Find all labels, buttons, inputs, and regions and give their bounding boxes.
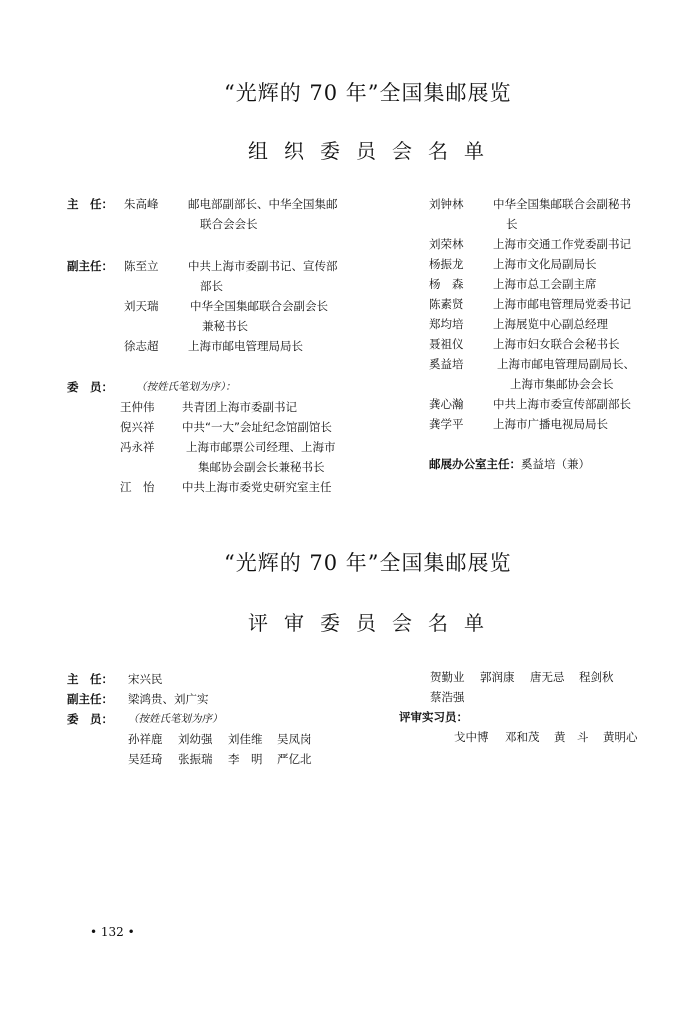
member-name: 刘荣林	[429, 237, 464, 251]
director-title: 邮电部副部长、中华全国集邮	[188, 197, 338, 211]
jury-member: 贺勤业	[430, 670, 465, 684]
section1-subtitle: 组织委员会名单	[248, 139, 500, 163]
director-label: 主 任：	[67, 197, 113, 211]
member-title: 上海市广播电视局局长	[493, 417, 608, 431]
section2-subtitle: 评审委员会名单	[248, 611, 500, 635]
section2-title: “光辉的 70 年”全国集邮展览	[224, 551, 512, 575]
member-name: 杨 森	[429, 277, 464, 291]
jury-member: 郭润康	[480, 670, 515, 684]
member-title: 上海市邮电管理局党委书记	[493, 297, 631, 311]
member-title-cont: 集邮协会副会长兼秘书长	[198, 460, 325, 474]
member-title: 中共上海市委党史研究室主任	[182, 480, 332, 494]
member-name: 倪兴祥	[120, 420, 155, 434]
member-title: 中华全国集邮联合会副秘书	[493, 197, 631, 211]
member-title: 上海市妇女联合会秘书长	[493, 337, 620, 351]
member-title: 中共“一大”会址纪念馆副馆长	[182, 420, 332, 434]
member-name: 杨振龙	[429, 257, 464, 271]
deputy-name: 陈至立	[124, 259, 159, 273]
deputy-name: 刘天瑞	[124, 299, 159, 313]
member-name: 聂祖仪	[429, 337, 464, 351]
member-title: 中共上海市委宣传部副部长	[493, 397, 631, 411]
page-number: • 132 •	[90, 925, 135, 939]
jury-member: 刘幼强	[178, 732, 213, 746]
members-label: 委 员：	[67, 380, 113, 394]
member-name: 陈素贤	[429, 297, 464, 311]
member-title: 上海展览中心副总经理	[493, 317, 608, 331]
member-name: 刘钟林	[429, 197, 464, 211]
member-title: 上海市交通工作党委副书记	[493, 237, 631, 251]
member-name: 龚学平	[429, 417, 464, 431]
intern: 邓和茂	[505, 730, 540, 744]
jury-member: 吴凤岗	[277, 732, 312, 746]
jury-deputy-names: 梁鸿贵、刘广实	[128, 692, 209, 706]
deputy-title: 中华全国集邮联合会副会长	[190, 299, 328, 313]
jury-deputy-label: 副主任：	[67, 692, 113, 706]
deputy-title-cont: 部长	[200, 279, 223, 293]
jury-member: 刘佳维	[228, 732, 263, 746]
jury-member: 孙祥鹿	[128, 732, 163, 746]
office-director-label: 邮展办公室主任：	[429, 457, 521, 471]
interns-label: 评审实习员：	[399, 710, 468, 724]
deputy-label: 副主任：	[67, 259, 113, 273]
jury-director-name: 宋兴民	[128, 672, 163, 686]
office-director-value: 奚益培（兼）	[521, 457, 590, 471]
jury-member: 严亿北	[277, 752, 312, 766]
jury-member: 吴廷琦	[128, 752, 163, 766]
member-name: 奚益培	[429, 357, 464, 371]
member-name: 王仲伟	[120, 400, 155, 414]
jury-member: 张振瑞	[178, 752, 213, 766]
director-title-cont: 联合会会长	[200, 217, 258, 231]
intern: 黄明心	[603, 730, 638, 744]
intern: 黄 斗	[554, 730, 589, 744]
office-director	[429, 454, 590, 474]
section1-title: “光辉的 70 年”全国集邮展览	[224, 81, 512, 105]
member-title: 上海市文化局副局长	[493, 257, 597, 271]
member-name: 江 怡	[120, 480, 155, 494]
jury-member: 蔡浩强	[430, 690, 465, 704]
members-note: （按姓氏笔划为序）：	[136, 381, 236, 393]
jury-members-note: （按姓氏笔划为序）	[128, 713, 223, 725]
jury-member: 唐无忌	[530, 670, 565, 684]
deputy-title-cont: 兼秘书长	[202, 319, 248, 333]
jury-member: 程剑秋	[579, 670, 614, 684]
member-title: 上海市邮电管理局副局长、	[497, 357, 635, 371]
deputy-title: 上海市邮电管理局局长	[188, 339, 303, 353]
director-name: 朱高峰	[124, 197, 159, 211]
member-title-cont: 上海市集邮协会会长	[510, 377, 614, 391]
member-title: 共青团上海市委副书记	[182, 400, 297, 414]
member-name: 郑均培	[429, 317, 464, 331]
member-title: 上海市总工会副主席	[493, 277, 597, 291]
deputy-title: 中共上海市委副书记、宣传部	[188, 259, 338, 273]
member-name: 冯永祥	[120, 440, 155, 454]
deputy-name: 徐志超	[124, 339, 159, 353]
member-title-cont: 长	[506, 217, 518, 231]
intern: 戈中博	[454, 730, 489, 744]
member-name: 龚心瀚	[429, 397, 464, 411]
member-title: 上海市邮票公司经理、上海市	[186, 440, 336, 454]
jury-director-label: 主 任：	[67, 672, 113, 686]
jury-member: 李 明	[228, 752, 263, 766]
jury-members-label: 委 员：	[67, 712, 113, 726]
